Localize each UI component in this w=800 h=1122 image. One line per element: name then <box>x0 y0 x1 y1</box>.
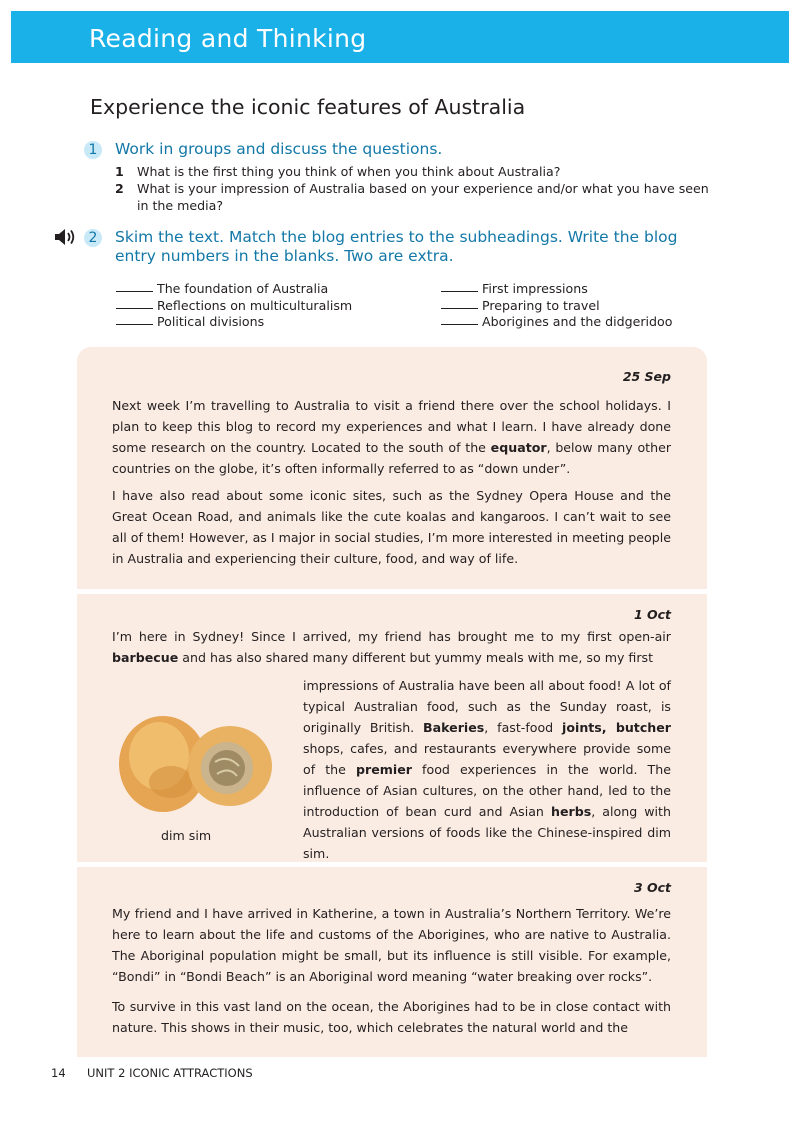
dim-sim-image <box>115 706 275 816</box>
entry-paragraph: I have also read about some iconic sites, such as the Sydney Opera House and the Great Ocean Road, and animals like the cute koalas and kangaroos. I can’t wait to see all of them! However, as I major in social studies, I’m more interested in meeting people in Australia and experiencing their culture, food, and way of life. <box>112 488 671 566</box>
question-list <box>115 163 715 214</box>
answer-blank[interactable] <box>116 299 153 309</box>
subheading-item[interactable]: Aborigines and the didgeridoo <box>441 314 672 331</box>
speaker-icon[interactable] <box>54 228 76 246</box>
entry-date: 1 Oct <box>633 607 671 622</box>
question-item: 1 What is the first thing you think of when you think about Australia? <box>115 164 561 179</box>
subheading-item[interactable]: The foundation of Australia <box>116 281 352 298</box>
blog-entry-1 <box>77 347 707 589</box>
entry-paragraph: To survive in this vast land on the ocean, the Aborigines had to be in close contact with nature. This shows in their music, too, which celebrates the natural world and the <box>112 999 671 1035</box>
subheading-item[interactable]: Political divisions <box>116 314 352 331</box>
subheadings-right <box>441 281 672 331</box>
answer-blank[interactable] <box>116 282 153 292</box>
task-number-2: 2 <box>84 229 102 247</box>
entry-paragraph: I’m here in Sydney! Since I arrived, my friend has brought me to my first open-air barbecue and has also shared many different but yummy meals with me, so my first <box>112 629 671 665</box>
subheading-item[interactable]: Reflections on multiculturalism <box>116 298 352 315</box>
entry-paragraph: My friend and I have arrived in Katherine, a town in Australia’s Northern Territory. We’re here to learn about the life and customs of the Aborigines, who are native to Australia. The Aboriginal population might be small, but its influence is still visible. For example, “Bondi” in “Bondi Beach” is an Aboriginal word meaning “water breaking over rocks”. <box>112 906 671 984</box>
answer-blank[interactable] <box>116 315 153 325</box>
answer-blank[interactable] <box>441 282 478 292</box>
blog-entry-2 <box>77 594 707 862</box>
header-title: Reading and Thinking <box>89 24 367 53</box>
page-number: 14 <box>51 1066 66 1080</box>
unit-label: UNIT 2 ICONIC ATTRACTIONS <box>87 1066 253 1080</box>
answer-blank[interactable] <box>441 299 478 309</box>
image-caption: dim sim <box>161 828 212 843</box>
entry-date: 25 Sep <box>622 369 671 384</box>
subheading-item[interactable]: First impressions <box>441 281 672 298</box>
task-number-1: 1 <box>84 141 102 159</box>
header-bar <box>11 11 789 63</box>
entry-paragraph: Next week I’m travelling to Australia to visit a friend there over the school holidays. I plan to keep this blog to record my experiences and what I learn. I have already done some research on the country. Located to the south of the equator, below many other countries on the globe, it’s often informally referred to as “down under”. <box>112 398 671 476</box>
question-item: 2 What is your impression of Australia based on your experience and/or what you have seen in the media? <box>115 181 709 213</box>
subheading-item[interactable]: Preparing to travel <box>441 298 672 315</box>
subheadings-left <box>116 281 352 331</box>
blog-entry-3 <box>77 867 707 1057</box>
section-title: Experience the iconic features of Australia <box>90 95 526 119</box>
task2-heading: Skim the text. Match the blog entries to the subheadings. Write the blog entry numbers in the blanks. Two are extra. <box>115 228 678 265</box>
entry-paragraph: impressions of Australia have been all about food! A lot of typical Australian food, such as the Sunday roast, is originally British. Bakeries, fast-food joints, butcher shops, cafes, and restaurants everywhere provide some of the premier food experiences in the world. The influence of Asian cultures, on the other hand, led to the introduction of bean curd and Asian herbs, along with Australian versions of foods like the Chinese-inspired dim sim. <box>303 678 671 861</box>
answer-blank[interactable] <box>441 315 478 325</box>
task1-heading: Work in groups and discuss the questions. <box>115 140 443 158</box>
entry-date: 3 Oct <box>633 880 671 895</box>
